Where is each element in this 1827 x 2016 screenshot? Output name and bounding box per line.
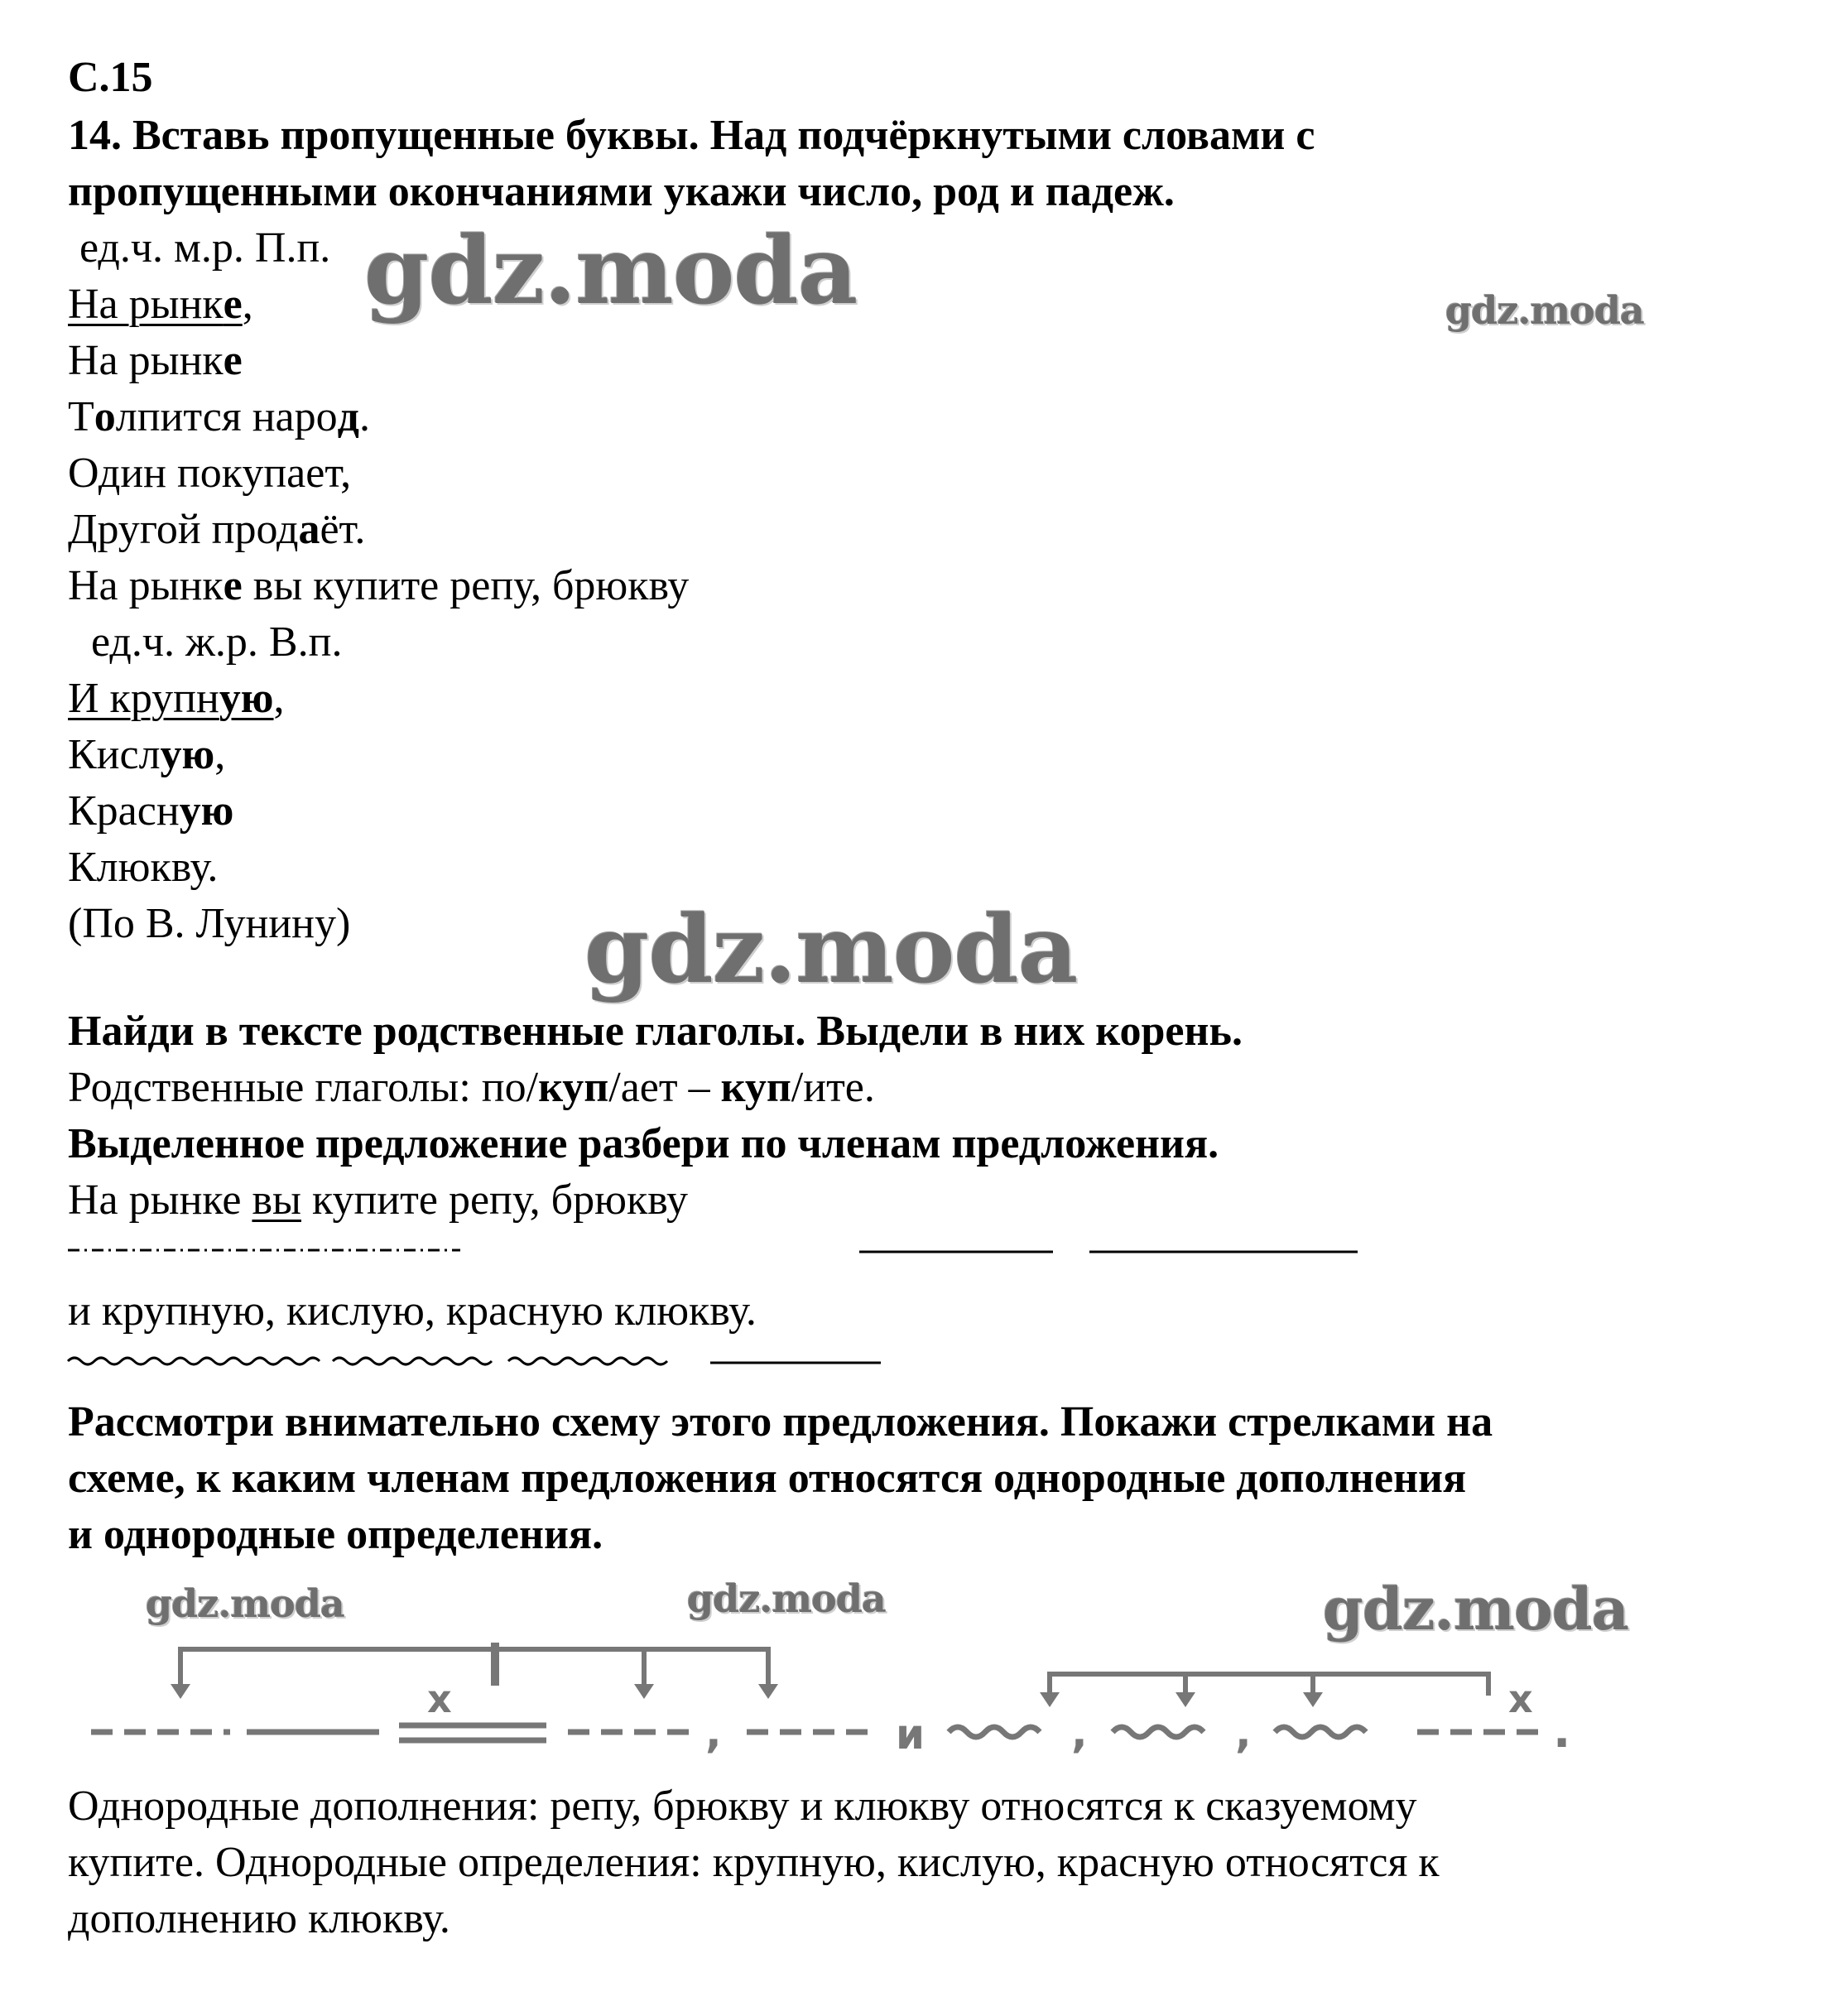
- parsed-sentence-line-1: [68, 1174, 688, 1227]
- arrow-down-icon: [1303, 1692, 1323, 1707]
- watermark-logo: gdz.moda: [1323, 1575, 1629, 1643]
- answer-line1: Однородные дополнения: репу, брюкву и клюкву относятся к сказуемому: [68, 1783, 1417, 1830]
- inserted-letter: ую: [219, 675, 274, 722]
- scheme-period: .: [1553, 1705, 1571, 1759]
- poem-line-1: [68, 278, 253, 331]
- attribute-wavy-1: [68, 1358, 320, 1364]
- roots-question: Найди в тексте родственные глаголы. Выдели в них корень.: [68, 1008, 1243, 1055]
- wavy-attribute-2: [1113, 1727, 1204, 1737]
- scheme-brackets: [180, 1643, 1488, 1696]
- answer-line2: купите. Однородные определения: крупную, кислую, красную относятся к: [68, 1839, 1440, 1886]
- poem-line-2: [68, 334, 243, 387]
- scheme-task-line3: и однородные определения.: [68, 1511, 603, 1558]
- poem-line-8: [68, 729, 225, 782]
- poem-word: вы купите репу, брюкву: [242, 562, 690, 609]
- answer-text: /ает –: [608, 1064, 721, 1111]
- answer-text: /ите.: [791, 1064, 875, 1111]
- grammar-note-1: ед.ч. м.р. П.п.: [79, 224, 331, 272]
- attribute-wavy-2: [333, 1358, 492, 1364]
- inserted-letter: д: [337, 393, 359, 440]
- task-heading-line1: [68, 109, 1315, 162]
- inserted-letter: е: [223, 281, 243, 328]
- root-highlight: куп: [538, 1064, 609, 1111]
- poem-line-4: Один покупает,: [68, 450, 352, 497]
- scheme-arrows: [171, 1684, 1323, 1707]
- poem-line-5: [68, 503, 365, 556]
- poem-line-6: [68, 560, 689, 613]
- poem-line-9: [68, 785, 233, 838]
- inserted-letter: ую: [160, 731, 215, 778]
- wavy-attribute-3: [1275, 1727, 1366, 1737]
- answer-line3: дополнению клюкву.: [68, 1895, 450, 1942]
- member-underlines-2: [0, 1345, 1827, 1378]
- punct: .: [358, 393, 370, 440]
- member-underlines-1: [0, 1234, 1827, 1267]
- poem-word: И крупн: [68, 675, 219, 722]
- poem-word: ёт.: [320, 506, 366, 553]
- scheme-task-line2: схеме, к каким членам предложения относятся однородные дополнения: [68, 1455, 1467, 1502]
- scheme-wavy-lines: [949, 1727, 1366, 1737]
- inserted-letter: о: [94, 393, 116, 440]
- watermark-logo: gdz.moda: [364, 217, 858, 325]
- punct: ,: [242, 281, 253, 328]
- grammar-note-2: ед.ч. ж.р. В.п.: [91, 618, 343, 666]
- poem-word: На рынк: [68, 281, 224, 328]
- watermark-logo: gdz.moda: [146, 1581, 344, 1626]
- inserted-letter: е: [223, 337, 243, 384]
- scheme-comma-2: ,: [1071, 1708, 1088, 1758]
- wavy-attribute-1: [949, 1727, 1040, 1737]
- poem-word: На рынк: [68, 337, 224, 384]
- parsed-sentence-line-2: и крупную, кислую, красную клюкву.: [68, 1287, 757, 1335]
- page-label: С.15: [68, 54, 153, 101]
- bracket-object: [1050, 1674, 1488, 1696]
- watermark-logo: gdz.moda: [687, 1576, 886, 1621]
- x-mark-object: х: [1508, 1677, 1533, 1721]
- roots-answer: [68, 1061, 875, 1114]
- arrow-down-icon: [634, 1684, 654, 1699]
- poem-source: (По В. Лунину): [68, 900, 351, 947]
- arrow-down-icon: [171, 1684, 190, 1699]
- scheme-comma-1: ,: [705, 1708, 722, 1758]
- task-heading-line2: пропущенными окончаниями укажи число, род и падеж.: [68, 168, 1175, 215]
- watermark-logo: gdz.moda: [1445, 288, 1644, 333]
- attribute-wavy-3: [508, 1358, 667, 1364]
- answer-text: Родственные глаголы: по/: [68, 1064, 539, 1111]
- poem-word: Кисл: [68, 731, 161, 778]
- poem-word: Другой прод: [68, 506, 299, 553]
- inserted-letter: а: [298, 506, 320, 553]
- parse-question: Выделенное предложение разбери по членам предложения.: [68, 1120, 1219, 1167]
- x-mark-predicate: х: [427, 1677, 452, 1721]
- poem-word: лпится наро: [115, 393, 338, 440]
- punct: ,: [273, 675, 285, 722]
- scheme-conjunction: и: [896, 1710, 926, 1759]
- scheme-task-line1: Рассмотри внимательно схему этого предложения. Покажи стрелками на: [68, 1398, 1493, 1446]
- arrow-down-icon: [1040, 1692, 1060, 1707]
- poem-line-7: [68, 672, 285, 725]
- arrow-down-icon: [1176, 1692, 1195, 1707]
- sentence-scheme: [0, 1623, 1827, 1763]
- watermark-logo: gdz.moda: [584, 896, 1078, 1004]
- arrow-down-icon: [758, 1684, 778, 1699]
- root-highlight: куп: [720, 1064, 791, 1111]
- poem-word: Т: [68, 393, 94, 440]
- inserted-letter: е: [223, 562, 243, 609]
- poem-word: На рынк: [68, 562, 224, 609]
- subject-word: вы: [252, 1176, 301, 1224]
- poem-line-3: [68, 391, 370, 444]
- poem-line-10: Клюкву.: [68, 844, 219, 891]
- sentence-part: На рынке: [68, 1176, 252, 1224]
- bracket-predicate: [180, 1649, 768, 1687]
- poem-word: Красн: [68, 787, 180, 835]
- sentence-part: купите репу, брюкву: [300, 1176, 688, 1224]
- punct: ,: [214, 731, 226, 778]
- inserted-letter: ую: [179, 787, 234, 835]
- task-number: 14.: [68, 112, 122, 159]
- task-text-1: Вставь пропущенные буквы. Над подчёркнутыми словами с: [132, 112, 1315, 159]
- scheme-comma-3: ,: [1235, 1708, 1252, 1758]
